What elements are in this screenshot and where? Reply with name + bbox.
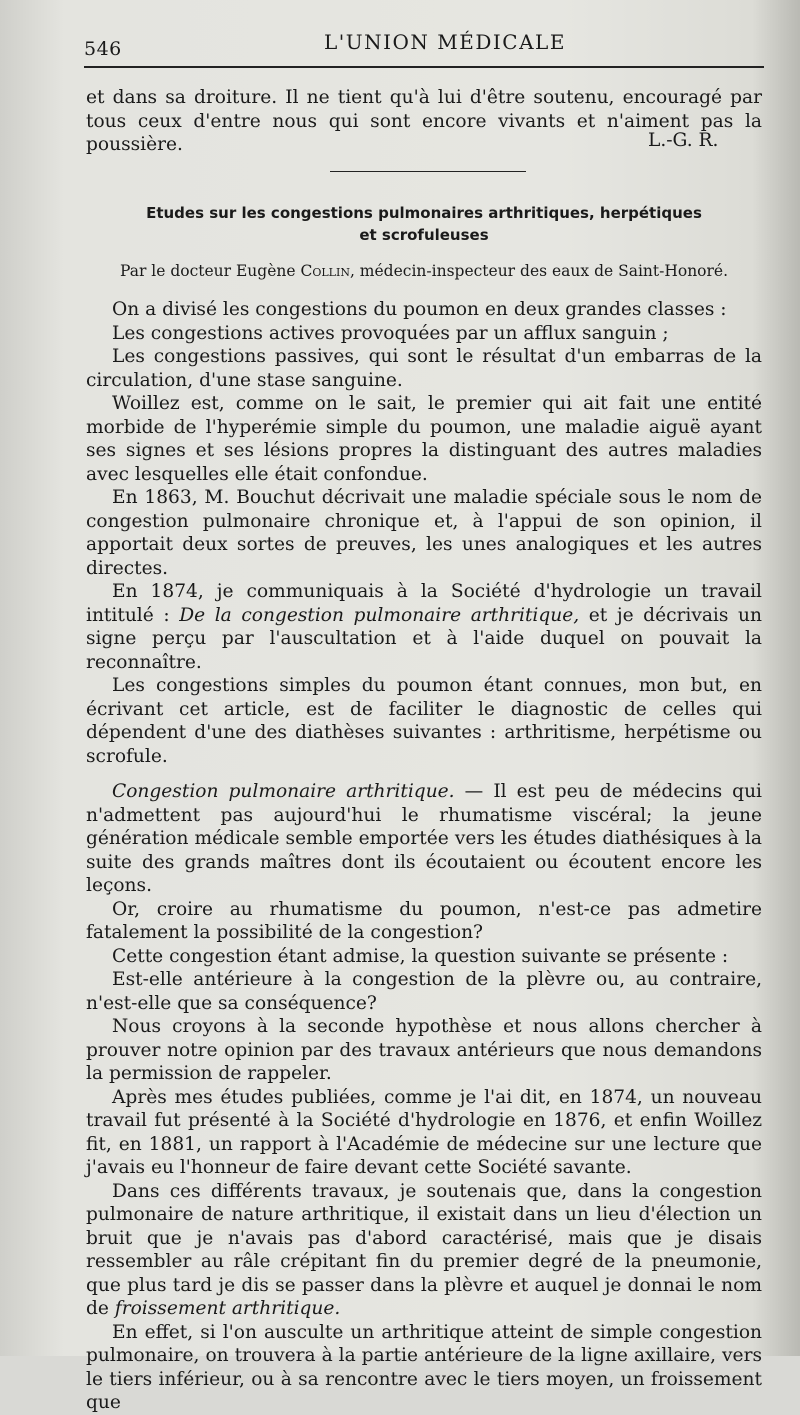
page-header xyxy=(84,30,764,64)
paragraph: Woillez est, comme on le sait, le premier qui ait fait une entité morbide de l'hyperémie simple du poumon, une maladie aiguë ayant ses signes et ses lésions propres la distinguant des autres maladies avec lesquelles elle était confondue. xyxy=(86,393,762,485)
section-title: Congestion pulmonaire arthritique. xyxy=(112,781,455,802)
article-title-line2: et scrofuleuses xyxy=(359,226,489,244)
article-title-line1: Etudes sur les congestions pulmonaires arthritiques, herpétiques xyxy=(146,204,702,222)
term: froissement arthritique. xyxy=(114,1298,341,1319)
paragraph-text: et je décrivais un signe perçu par l'auscultation et à l'aide duquel on pouvait la reconnaître. xyxy=(86,604,762,673)
byline-prefix: Par le docteur Eugène xyxy=(119,262,296,280)
paragraph: Après mes études publiées, comme je l'ai dit, en 1874, un nouveau travail fut présenté à la Société d'hydrologie en 1876, et enfin Woillez fit, en 1881, un rapport à l'Académie de médecine sur une lecture que j'avais eu l'honneur de faire devant cette Société savante. xyxy=(86,1086,762,1178)
separator-rule xyxy=(330,171,526,172)
paragraph: Les congestions passives, qui sont le résultat d'un embarras de la circulation, d'une stase sanguine. xyxy=(86,346,762,391)
journal-title: L'UNION MÉDICALE xyxy=(324,30,566,54)
paragraph-text: — Il est peu de médecins qui n'admettent pas aujourd'hui le rhumatisme viscéral; la jeune génération médicale semble emportée vers les études diathésiques à la suite des grands maîtres dont ils écoutaient ou écoutent encore les leçons. xyxy=(86,781,762,896)
header-rule xyxy=(84,66,764,68)
article-body xyxy=(86,298,762,1415)
paragraph: Cette congestion étant admise, la question suivante se présente : xyxy=(112,945,729,967)
paragraph: Nous croyons à la seconde hypothèse et nous allons chercher à prouver notre opinion par des travaux antérieurs que nous demandons la permission de rappeler. xyxy=(86,1016,762,1084)
paragraph-text: En 1874, je communiquais à la Société d'hydrologie un travail intitulé : xyxy=(86,581,762,626)
paragraph-text: Dans ces différents travaux, je soutenais que, dans la congestion pulmonaire de nature arthritique, il existait dans un lieu d'élection un bruit que je n'avais pas d'abord caractérisé, mais que je disais ressembler au râle crépitant fin du premier degré de la pneumonie, que plus tard je dis se passer dans la plèvre et auquel je donnai le nom de xyxy=(86,1180,762,1319)
signature: L.-G. R. xyxy=(648,130,719,151)
section-paragraph xyxy=(86,780,762,898)
byline xyxy=(86,262,762,280)
paragraph: Est-elle antérieure à la congestion de la plèvre ou, au contraire, n'est-elle que sa conséquence? xyxy=(86,969,762,1014)
paragraph: Les congestions simples du poumon étant connues, mon but, en écrivant cet article, est de faciliter le diagnostic de celles qui dépendent d'une des diathèses suivantes : arthritisme, herpétisme ou scrofule. xyxy=(86,675,762,767)
paragraph: En 1863, M. Bouchut décrivait une maladie spéciale sous le nom de congestion pulmonaire chronique et, à l'appui de son opinion, il apportait deux sortes de preuves, les unes analogiques et les autres directes. xyxy=(86,487,762,579)
byline-suffix: , médecin-inspecteur des eaux de Saint-Honoré. xyxy=(349,262,729,280)
paragraph: Les congestions actives provoquées par un afflux sanguin ; xyxy=(112,322,669,344)
paragraph: En effet, si l'on ausculte un arthritique atteint de simple congestion pulmonaire, on trouvera à la partie antérieure de la ligne axillaire, vers le tiers inférieur, ou à sa rencontre avec le tiers moyen, un froissement que xyxy=(86,1321,762,1413)
page-number: 546 xyxy=(84,38,122,60)
paragraph xyxy=(86,580,762,674)
intro-paragraph: et dans sa droiture. Il ne tient qu'à lui d'être soutenu, encouragé par tous ceux d'entre nous qui sont encore vivants et n'aiment pas la poussière. xyxy=(86,87,762,155)
article-title xyxy=(86,202,762,246)
paragraph: On a divisé les congestions du poumon en deux grandes classes : xyxy=(112,299,727,320)
cited-title: De la congestion pulmonaire arthritique, xyxy=(179,604,580,626)
paragraph xyxy=(86,1180,762,1321)
author-name: Collin xyxy=(300,262,350,280)
paragraph: Or, croire au rhumatisme du poumon, n'est-ce pas admetire fatalement la possibilité de la congestion? xyxy=(86,898,762,943)
